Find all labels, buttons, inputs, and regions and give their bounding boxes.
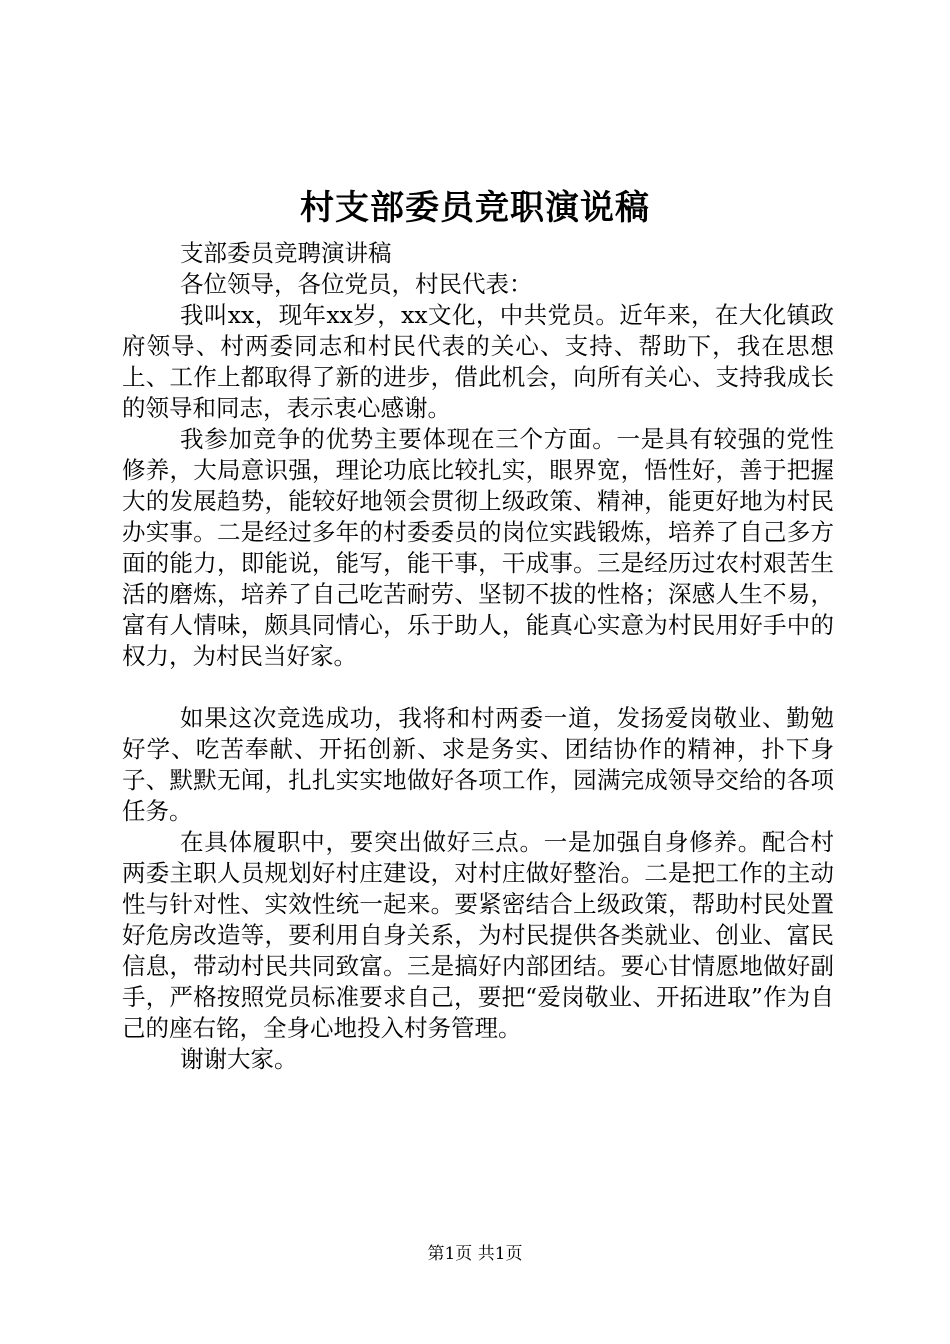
paragraph-spacer <box>122 672 834 703</box>
paragraph-advantages: 我参加竞争的优势主要体现在三个方面。一是具有较强的党性修养，大局意识强，理论功底比较扎实，眼界宽，悟性好，善于把握大的发展趋势，能较好地领会贯彻上级政策、精神，能更好地为村民办实事。二是经过多年的村委委员的岗位实践锻炼，培养了自己多方面的能力，即能说，能写，能干事，干成事。三是经历过农村艰苦生活的磨炼，培养了自己吃苦耐劳、坚韧不拔的性格；深感人生不易，富有人情味，颇具同情心，乐于助人，能真心实意为村民用好手中的权力，为村民当好家。 <box>122 425 834 670</box>
paragraph-introduction: 我叫xx，现年xx岁，xx文化，中共党员。近年来，在大化镇政府领导、村两委同志和村民代表的关心、支持、帮助下，我在思想上、工作上都取得了新的进步，借此机会，向所有关心、支持我成长的领导和同志，表示衷心感谢。 <box>122 301 834 422</box>
document-body <box>122 238 834 1075</box>
paragraph-duties: 在具体履职中，要突出做好三点。一是加强自身修养。配合村两委主职人员规划好村庄建设，对村庄做好整治。二是把工作的主动性与针对性、实效性统一起来。要紧密结合上级政策，帮助村民处置好危房改造等，要利用自身关系，为村民提供各类就业、创业、富民信息，带动村民共同致富。三是搞好内部团结。要心甘情愿地做好副手，严格按照党员标准要求自己，要把“爱岗敬业、开拓进取”作为自己的座右铭，全身心地投入村务管理。 <box>122 828 834 1042</box>
paragraph-closing: 谢谢大家。 <box>180 1045 298 1073</box>
paragraph-salutation: 各位领导，各位党员，村民代表： <box>180 270 533 298</box>
paragraph-commitment: 如果这次竞选成功，我将和村两委一道，发扬爱岗敬业、勤勉好学、吃苦奉献、开拓创新、求是务实、团结协作的精神，扑下身子、默默无闻，扎扎实实地做好各项工作，园满完成领导交给的各项任务。 <box>122 704 834 825</box>
page-footer: 第1页 共1页 <box>427 1244 523 1264</box>
document-title: 村支部委员竞职演说稿 <box>300 188 650 228</box>
paragraph-subtitle: 支部委员竞聘演讲稿 <box>180 239 392 267</box>
